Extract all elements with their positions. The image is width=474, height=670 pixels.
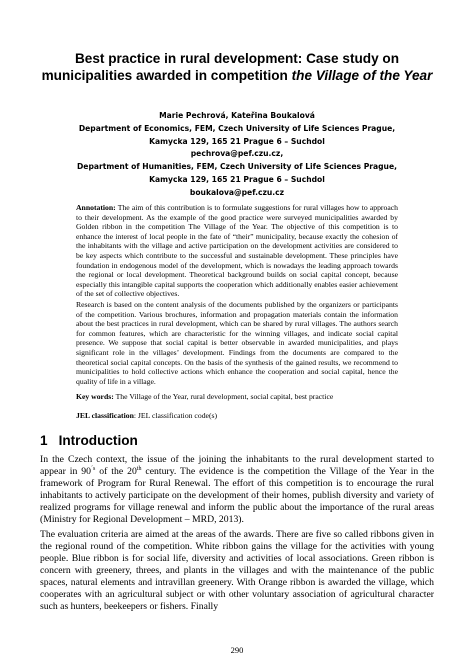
body-text: of the 20: [95, 466, 137, 477]
body-text: The evaluation criteria are aimed at the areas of the awards. There are five so called ribbons given in the regional round of the competition. White ribbon gains the village for the activities with young people. Blue ribbon is for social life, diversity and activities of local associations. Green ribbon is concern with greenery, threes, and plants in the villages and with the maintenance of the public spaces, natural elements and intravillan greenery. With Orange ribbon is awarded the village, which cooperates with an agricultural subject or with other voluntary association of agricultural character such as hunters, beekeepers or fishers. Finally: [40, 529, 434, 612]
author-names: Marie Pechrová, Kateřina Boukalová: [159, 111, 315, 120]
affiliation-1-dept: Department of Economics, FEM, Czech University of Life Sciences Prague,: [78, 123, 396, 133]
section-heading: [40, 433, 138, 448]
keywords-text: The Village of the Year, rural development, social capital, best practice: [115, 392, 334, 401]
body-paragraph-2: [40, 529, 434, 613]
abstract-text-2: Research is based on the content analysis of the documents published by the organizers or participants of the competition. Various brochures, information and propagation materials contain the information about the best practices in rural development, which can be shared by rural villages. The authors search for common features, which are characteristic for the winning villages, and indicate social capital presence. We suppose that social capital is better observable in awarded municipalities, and plays significant role in the villages’ development. Findings from the documents are compared to the theoretical social capital concepts. On the basis of the synthesis of the gained results, we recommend to municipalities to hold collective actions which enhance the cooperation and social capital, hence the quality of life in a village.: [76, 300, 398, 386]
affiliation-2-email: boukalova@pef.czu.cz: [189, 187, 285, 197]
keywords-line: [76, 392, 398, 402]
affiliation-2-dept: Department of Humanities, FEM, Czech University of Life Sciences Prague,: [76, 162, 398, 172]
title-main: Best practice in rural development: Case study on municipalities awarded in competition: [41, 51, 400, 83]
superscript: ´s: [90, 465, 96, 472]
affiliation-1-address: Kamycka 129, 165 21 Prague 6 – Suchdol: [149, 136, 325, 146]
abstract-paragraph-2: [76, 300, 398, 386]
section-number: 1: [40, 433, 48, 448]
jel-label: JEL classification: [76, 411, 134, 420]
section-title: Introduction: [58, 433, 138, 448]
affiliation-1-email: pechrova@pef.czu.cz,: [190, 149, 284, 159]
paper-title: [40, 51, 434, 84]
abstract-label: Annotation:: [76, 203, 116, 212]
author-block: [40, 110, 434, 200]
keywords-label: Key words:: [76, 392, 114, 401]
jel-line: [76, 411, 398, 421]
title-italic: the Village of the Year: [291, 67, 433, 83]
body-paragraph-1: [40, 454, 434, 526]
abstract-text: The aim of this contribution is to formulate suggestions for rural villages how to approach to their development. As the example of the good practice were surveyed municipalities awarded by Golden ribbon in the competition The Village of the Year. The objective of this competition is to enhance the interest of local people in the fate of “their” municipality, because exactly the cohesion of the inhabitants with the village and active participation on the development activities are considered to be key aspects which contribute to the successful and sustainable development. These principles have foundation in endogenous model of the development, which is nowadays the leading approach towards the regional or local development. Theoretical background builds on social capital concept, because especially this intangible capital supports the cooperation which additionally enables easier achievement of the set of collective objectives.: [76, 203, 398, 299]
body-text: In the Czech context, the issue of the joining the inhabitants to the rural development started to appear in 90: [40, 454, 434, 477]
body-text: century. The evidence is the competition the Village of the Year in the framework of Program for Rural Renewal. The effort of this competition is to encourage the rural inhabitants to actively participate on the development of their homes, publish diversity and variety of realized programs for village renewal and inform the public about the importance of the rural areas (Ministry for Regional Development – MRD, 2013).: [40, 466, 435, 525]
jel-text: : JEL classification code(s): [133, 411, 218, 420]
abstract-paragraph-1: [76, 203, 398, 299]
superscript: th: [136, 465, 142, 472]
page-number: 290: [230, 645, 244, 655]
affiliation-2-address: Kamycka 129, 165 21 Prague 6 – Suchdol: [149, 174, 325, 184]
